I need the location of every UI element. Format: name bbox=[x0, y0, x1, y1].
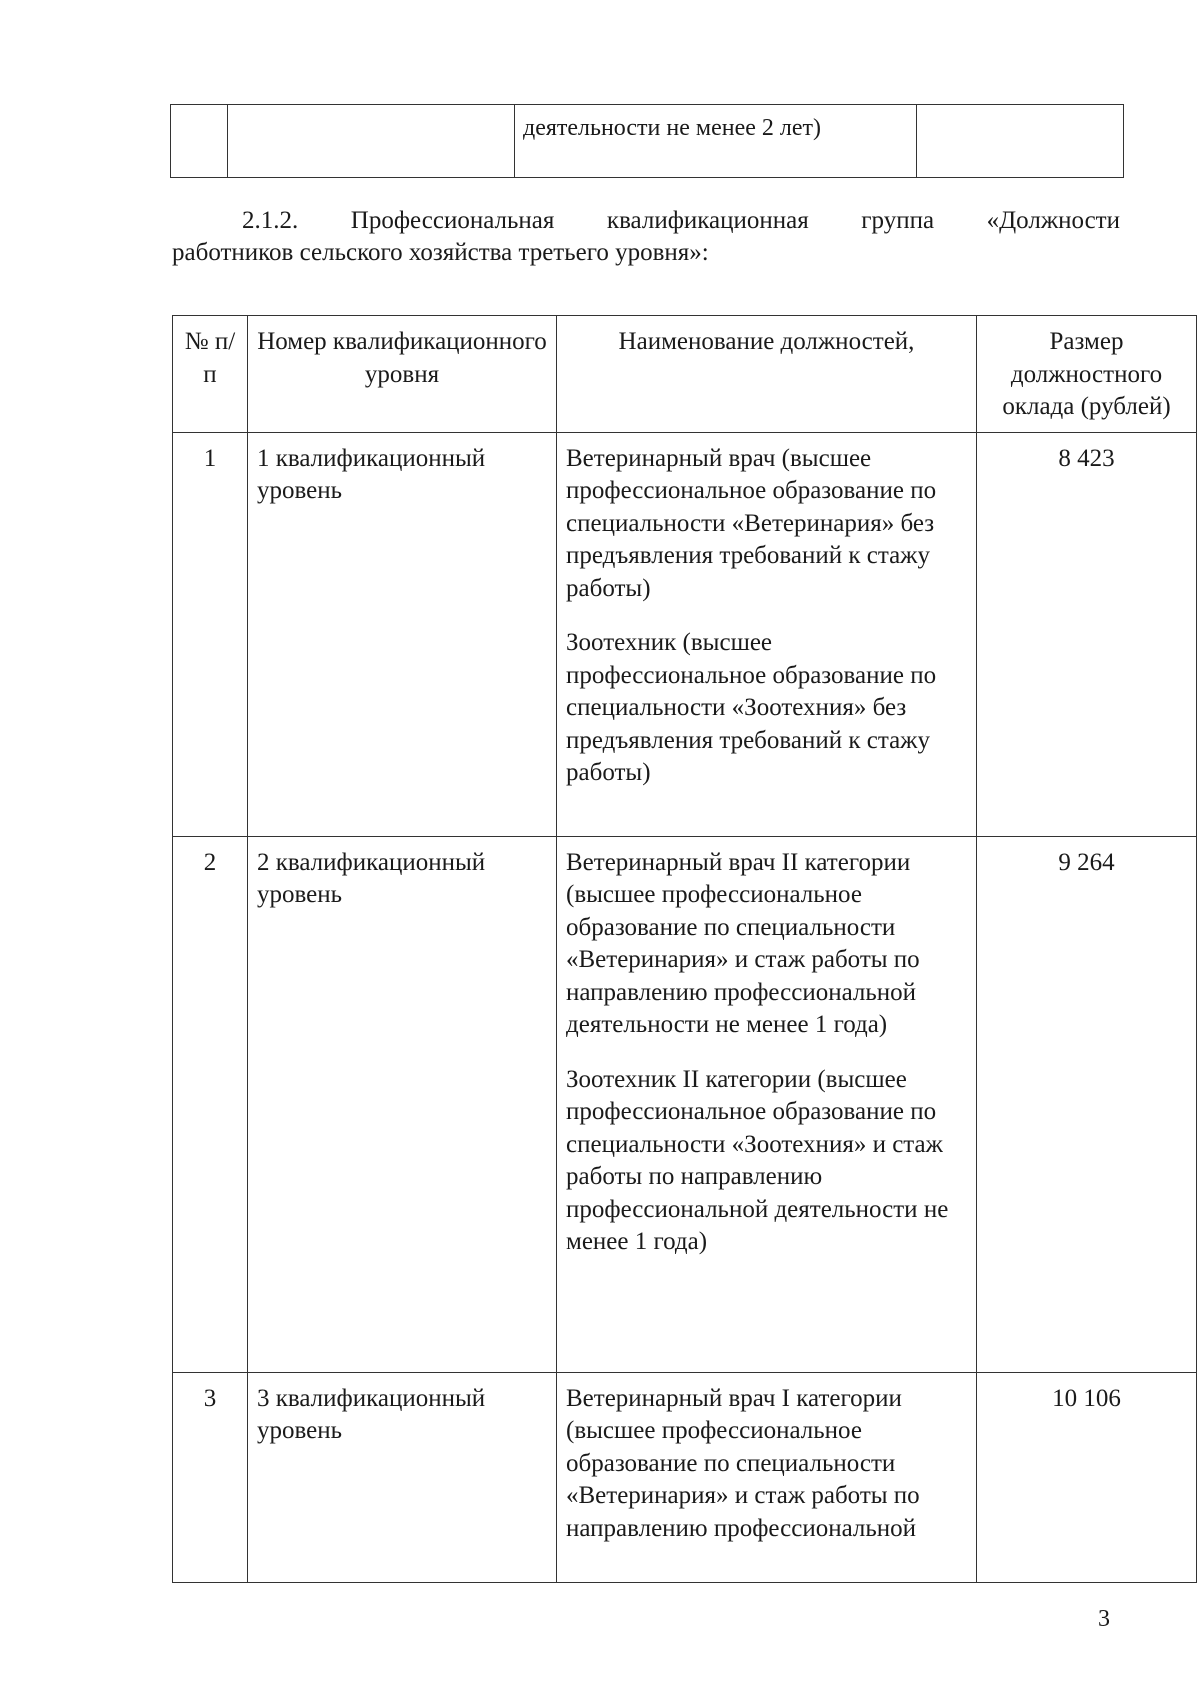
table-cell bbox=[171, 105, 228, 178]
row-num: 1 bbox=[173, 432, 248, 836]
row-num: 3 bbox=[173, 1372, 248, 1582]
row-positions bbox=[557, 1372, 977, 1582]
position-text: Ветеринарный врач II категории (высшее профессиональное образование по специальности «Ветеринария» и стаж работы по направлению профессиональной деятельности не менее 1 года) bbox=[566, 848, 920, 1038]
salary-table bbox=[172, 315, 1197, 1583]
row-positions bbox=[557, 432, 977, 836]
row-level: 1 квалификационный уровень bbox=[248, 432, 557, 836]
row-positions bbox=[557, 836, 977, 1372]
row-num: 2 bbox=[173, 836, 248, 1372]
table-row bbox=[173, 836, 1197, 1372]
position-text: Зоотехник (высшее профессиональное образование по специальности «Зоотехния» без предъявления требований к стажу работы) bbox=[566, 629, 937, 786]
table-header-row bbox=[173, 316, 1197, 433]
section-heading bbox=[172, 205, 1120, 269]
table-row bbox=[173, 432, 1197, 836]
row-level: 3 квалификационный уровень bbox=[248, 1372, 557, 1582]
table-row bbox=[173, 1372, 1197, 1582]
header-salary: Размер должностного оклада (рублей) bbox=[977, 316, 1197, 433]
table-cell bbox=[228, 105, 515, 178]
continued-table bbox=[170, 104, 1124, 178]
row-salary: 9 264 bbox=[977, 836, 1197, 1372]
row-salary: 10 106 bbox=[977, 1372, 1197, 1582]
page-number: 3 bbox=[1098, 1606, 1110, 1632]
section-heading-line: 2.1.2. Профессиональная квалификационная группа «Должности bbox=[242, 207, 1120, 234]
position-text: Ветеринарный врач (высшее профессиональное образование по специальности «Ветеринария» без предъявления требований к стажу работы) bbox=[566, 444, 937, 602]
row-salary: 8 423 bbox=[977, 432, 1197, 836]
position-text: Ветеринарный врач I категории (высшее профессиональное образование по специальности «Ветеринария» и стаж работы по направлению профессиональной bbox=[566, 1384, 920, 1542]
position-text: Зоотехник II категории (высшее профессиональное образование по специальности «Зоотехния» и стаж работы по направлению профессиональной деятельности не менее 1 года) bbox=[566, 1065, 949, 1255]
header-num: № п/п bbox=[173, 316, 248, 433]
table-row bbox=[171, 105, 1124, 178]
header-level: Номер квалификационного уровня bbox=[248, 316, 557, 433]
table-cell: деятельности не менее 2 лет) bbox=[515, 105, 917, 178]
row-level: 2 квалификационный уровень bbox=[248, 836, 557, 1372]
section-heading-line: работников сельского хозяйства третьего уровня»: bbox=[172, 239, 709, 266]
table-cell bbox=[917, 105, 1124, 178]
header-positions: Наименование должностей, bbox=[557, 316, 977, 433]
